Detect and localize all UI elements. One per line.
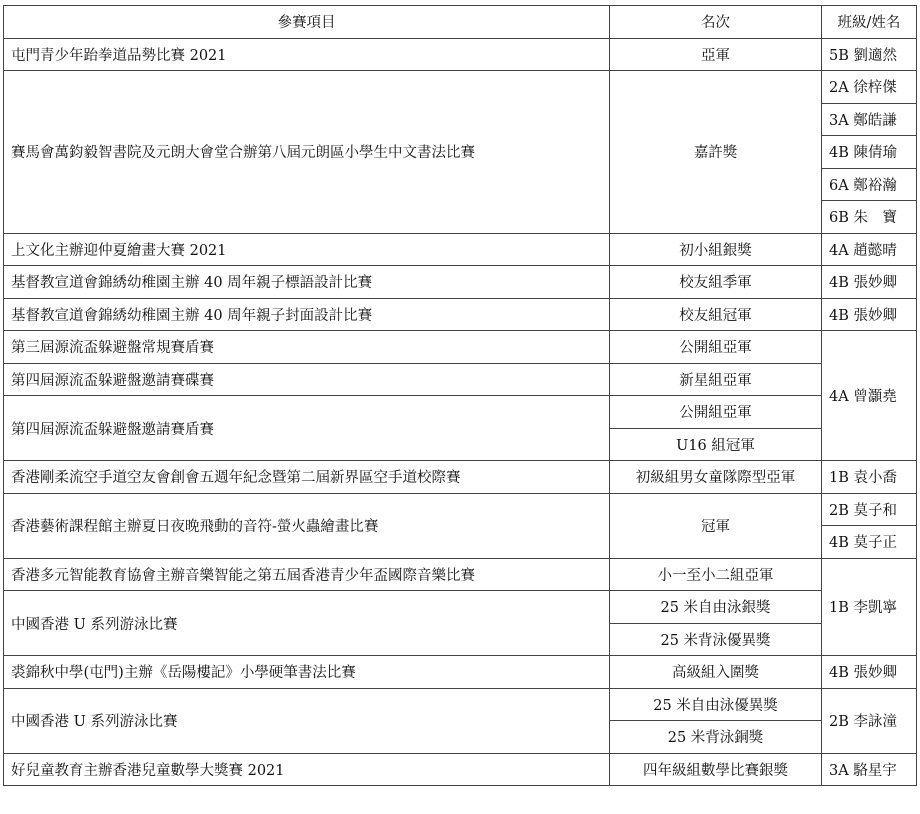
event-cell: 中國香港 U 系列游泳比賽	[4, 591, 610, 656]
event-cell: 好兒童教育主辦香港兒童數學大獎賽 2021	[4, 753, 610, 786]
rank-cell: 新星組亞軍	[610, 363, 822, 396]
header-event: 參賽項目	[4, 6, 610, 39]
student-cell: 4B 張妙卿	[822, 298, 917, 331]
rank-cell: 25 米自由泳優異獎	[610, 688, 822, 721]
header-row	[4, 6, 917, 39]
rank-cell: 亞軍	[610, 38, 822, 71]
rank-cell: 四年級組數學比賽銀獎	[610, 753, 822, 786]
student-cell: 3A 駱星宇	[822, 753, 917, 786]
header-student: 班級/姓名	[822, 6, 917, 39]
event-cell: 裘錦秋中學(屯門)主辦《岳陽樓記》小學硬筆書法比賽	[4, 656, 610, 689]
rank-cell: 公開組亞軍	[610, 331, 822, 364]
student-cell: 4B 陳倩瑜	[822, 136, 917, 169]
rank-cell: 小一至小二組亞軍	[610, 558, 822, 591]
table-row	[4, 558, 917, 591]
table-row	[4, 688, 917, 721]
rank-cell: 高級組入圍獎	[610, 656, 822, 689]
event-cell: 香港多元智能教育協會主辦音樂智能之第五屆香港青少年盃國際音樂比賽	[4, 558, 610, 591]
student-cell: 4B 張妙卿	[822, 656, 917, 689]
event-cell: 第四屆源流盃躲避盤邀請賽盾賽	[4, 396, 610, 461]
table-row	[4, 363, 917, 396]
event-cell: 基督教宣道會錦綉幼稚園主辦 40 周年親子封面設計比賽	[4, 298, 610, 331]
event-cell: 賽馬會萬鈞毅智書院及元朗大會堂合辦第八屆元朗區小學生中文書法比賽	[4, 71, 610, 234]
table-row	[4, 71, 917, 104]
student-cell: 4B 張妙卿	[822, 266, 917, 299]
student-cell: 1B 李凱寧	[822, 558, 917, 656]
event-cell: 香港藝術課程館主辦夏日夜晚飛動的音符-螢火蟲繪畫比賽	[4, 493, 610, 558]
student-cell: 2B 莫子和	[822, 493, 917, 526]
rank-cell: 公開組亞軍	[610, 396, 822, 429]
student-cell: 4B 莫子正	[822, 526, 917, 559]
table-row	[4, 493, 917, 526]
rank-cell: 嘉許獎	[610, 71, 822, 234]
event-cell: 基督教宣道會錦綉幼稚園主辦 40 周年親子標語設計比賽	[4, 266, 610, 299]
student-cell: 1B 袁小喬	[822, 461, 917, 494]
table-row	[4, 266, 917, 299]
student-cell: 2B 李詠潼	[822, 688, 917, 753]
rank-cell: 25 米自由泳銀獎	[610, 591, 822, 624]
table-row	[4, 38, 917, 71]
table-row	[4, 591, 917, 624]
student-cell: 2A 徐梓傑	[822, 71, 917, 104]
student-cell: 4A 曾灝堯	[822, 331, 917, 461]
header-rank: 名次	[610, 6, 822, 39]
student-cell: 5B 劉適然	[822, 38, 917, 71]
event-cell: 上文化主辦迎仲夏繪畫大賽 2021	[4, 233, 610, 266]
student-cell: 6B 朱 寶	[822, 201, 917, 234]
event-cell: 香港剛柔流空手道空友會創會五週年紀念暨第二屆新界區空手道校際賽	[4, 461, 610, 494]
event-cell: 中國香港 U 系列游泳比賽	[4, 688, 610, 753]
table-row	[4, 233, 917, 266]
student-cell: 4A 趙懿晴	[822, 233, 917, 266]
event-cell: 第四屆源流盃躲避盤邀請賽碟賽	[4, 363, 610, 396]
rank-cell: 初級組男女童隊際型亞軍	[610, 461, 822, 494]
rank-cell: 25 米背泳銅獎	[610, 721, 822, 754]
rank-cell: 校友組季軍	[610, 266, 822, 299]
event-cell: 屯門青少年跆拳道品勢比賽 2021	[4, 38, 610, 71]
table-row	[4, 461, 917, 494]
awards-table	[3, 5, 917, 786]
rank-cell: 初小組銀獎	[610, 233, 822, 266]
rank-cell: 冠軍	[610, 493, 822, 558]
table-row	[4, 298, 917, 331]
table-row	[4, 331, 917, 364]
student-cell: 3A 鄭皓謙	[822, 103, 917, 136]
event-cell: 第三屆源流盃躲避盤常規賽盾賽	[4, 331, 610, 364]
table-row	[4, 753, 917, 786]
rank-cell: 25 米背泳優異獎	[610, 623, 822, 656]
student-cell: 6A 鄭裕瀚	[822, 168, 917, 201]
rank-cell: U16 組冠軍	[610, 428, 822, 461]
rank-cell: 校友組冠軍	[610, 298, 822, 331]
table-row	[4, 656, 917, 689]
table-row	[4, 396, 917, 429]
